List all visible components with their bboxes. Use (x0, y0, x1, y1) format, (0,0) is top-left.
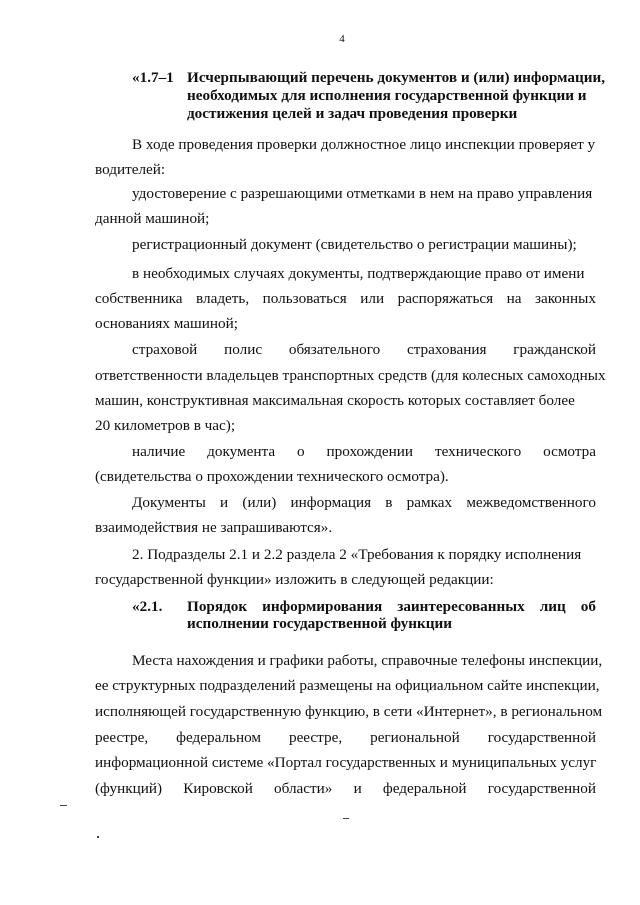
paragraph-line: Места нахождения и графики работы, справочные телефоны инспекции, (132, 652, 603, 669)
word: рамках (406, 494, 453, 511)
paragraph-line: исполняющей государственную функцию, в сети «Интернет», в региональном (95, 703, 603, 720)
word: законных (534, 290, 596, 307)
word: в (385, 494, 393, 511)
word: распоряжаться (397, 290, 494, 307)
paragraph-line: взаимодействия не запрашиваются». (95, 519, 333, 536)
word: технического (435, 443, 522, 460)
section-number-2-1: «2.1. (132, 598, 163, 615)
paragraph-line: ответственности владельцев транспортных средств (для колесных самоходных (95, 367, 606, 384)
word: осмотра (543, 443, 596, 460)
paragraph-line: 20 километров в час); (95, 417, 236, 434)
word: Кировской (183, 780, 253, 797)
word: Порядок (187, 598, 248, 615)
word: пользоваться (262, 290, 347, 307)
word: гражданской (513, 341, 596, 358)
paragraph-line: в необходимых случаях документы, подтверждающие право от имени (132, 265, 585, 282)
word: информирования (262, 598, 383, 615)
section-number-1-7-1: «1.7–1 (132, 69, 174, 86)
page-number: 4 (339, 33, 345, 45)
word: межведомственного (466, 494, 596, 511)
word: документа (207, 443, 276, 460)
paragraph-line: удостоверение с разрешающими отметками в нем на право управления (132, 185, 593, 202)
word: федеральном (176, 729, 261, 746)
word: прохождении (326, 443, 414, 460)
paragraph-line: ее структурных подразделений размещены на официальном сайте инспекции, (95, 677, 600, 694)
section-title-line: исполнении государственной функции (187, 615, 452, 632)
word: (или) (242, 494, 277, 511)
paragraph-line: машин, конструктивная максимальная скорость которых составляет более (95, 392, 575, 409)
justified-line (132, 341, 596, 359)
word: об (580, 598, 596, 615)
word: реестре, (288, 729, 343, 746)
section-title-justified-line (187, 598, 596, 616)
word: страховой (132, 341, 198, 358)
paragraph-line: 2. Подразделы 2.1 и 2.2 раздела 2 «Требования к порядку исполнения (132, 546, 582, 563)
word: на (506, 290, 522, 307)
word: области» (274, 780, 333, 797)
word: или (360, 290, 385, 307)
section-title-line: необходимых для исполнения государственной функции и (187, 87, 587, 104)
word: собственника (95, 290, 183, 307)
word: обязательного (288, 341, 381, 358)
word: наличие (132, 443, 186, 460)
paragraph-line: В ходе проведения проверки должностное лицо инспекции проверяет у (132, 136, 596, 153)
word: региональной (370, 729, 460, 746)
justified-line (95, 780, 596, 798)
section-title-line: Исчерпывающий перечень документов и (или) информации, (187, 69, 606, 86)
word: заинтересованных (397, 598, 525, 615)
word: информация (290, 494, 372, 511)
word: государственной (487, 729, 596, 746)
paragraph-line: водителей: (95, 161, 166, 178)
paragraph-line: основаниях машиной; (95, 315, 238, 332)
word: и (220, 494, 229, 511)
word: реестре, (95, 729, 149, 746)
paragraph-line: государственной функции» изложить в следующей редакции: (95, 571, 494, 588)
justified-line (132, 494, 596, 512)
scan-speck (60, 805, 67, 806)
word: и (353, 780, 362, 797)
paragraph-line: (свидетельства о прохождении технического осмотра). (95, 468, 449, 485)
paragraph-line: информационной системе «Портал государственных и муниципальных услуг (95, 754, 597, 771)
justified-line (95, 290, 596, 308)
word: о (297, 443, 305, 460)
scan-speck (97, 836, 99, 838)
word: владеть, (196, 290, 250, 307)
scan-speck (343, 818, 349, 819)
word: лиц (539, 598, 566, 615)
word: (функций) (95, 780, 163, 797)
section-title-line: достижения целей и задач проведения проверки (187, 105, 518, 122)
justified-line (132, 443, 596, 461)
word: Документы (132, 494, 206, 511)
justified-line (95, 729, 596, 747)
word: федеральной (382, 780, 467, 797)
word: полис (224, 341, 263, 358)
word: государственной (487, 780, 596, 797)
word: страхования (406, 341, 487, 358)
paragraph-line: данной машиной; (95, 210, 210, 227)
paragraph-line: регистрационный документ (свидетельство о регистрации машины); (132, 236, 577, 253)
